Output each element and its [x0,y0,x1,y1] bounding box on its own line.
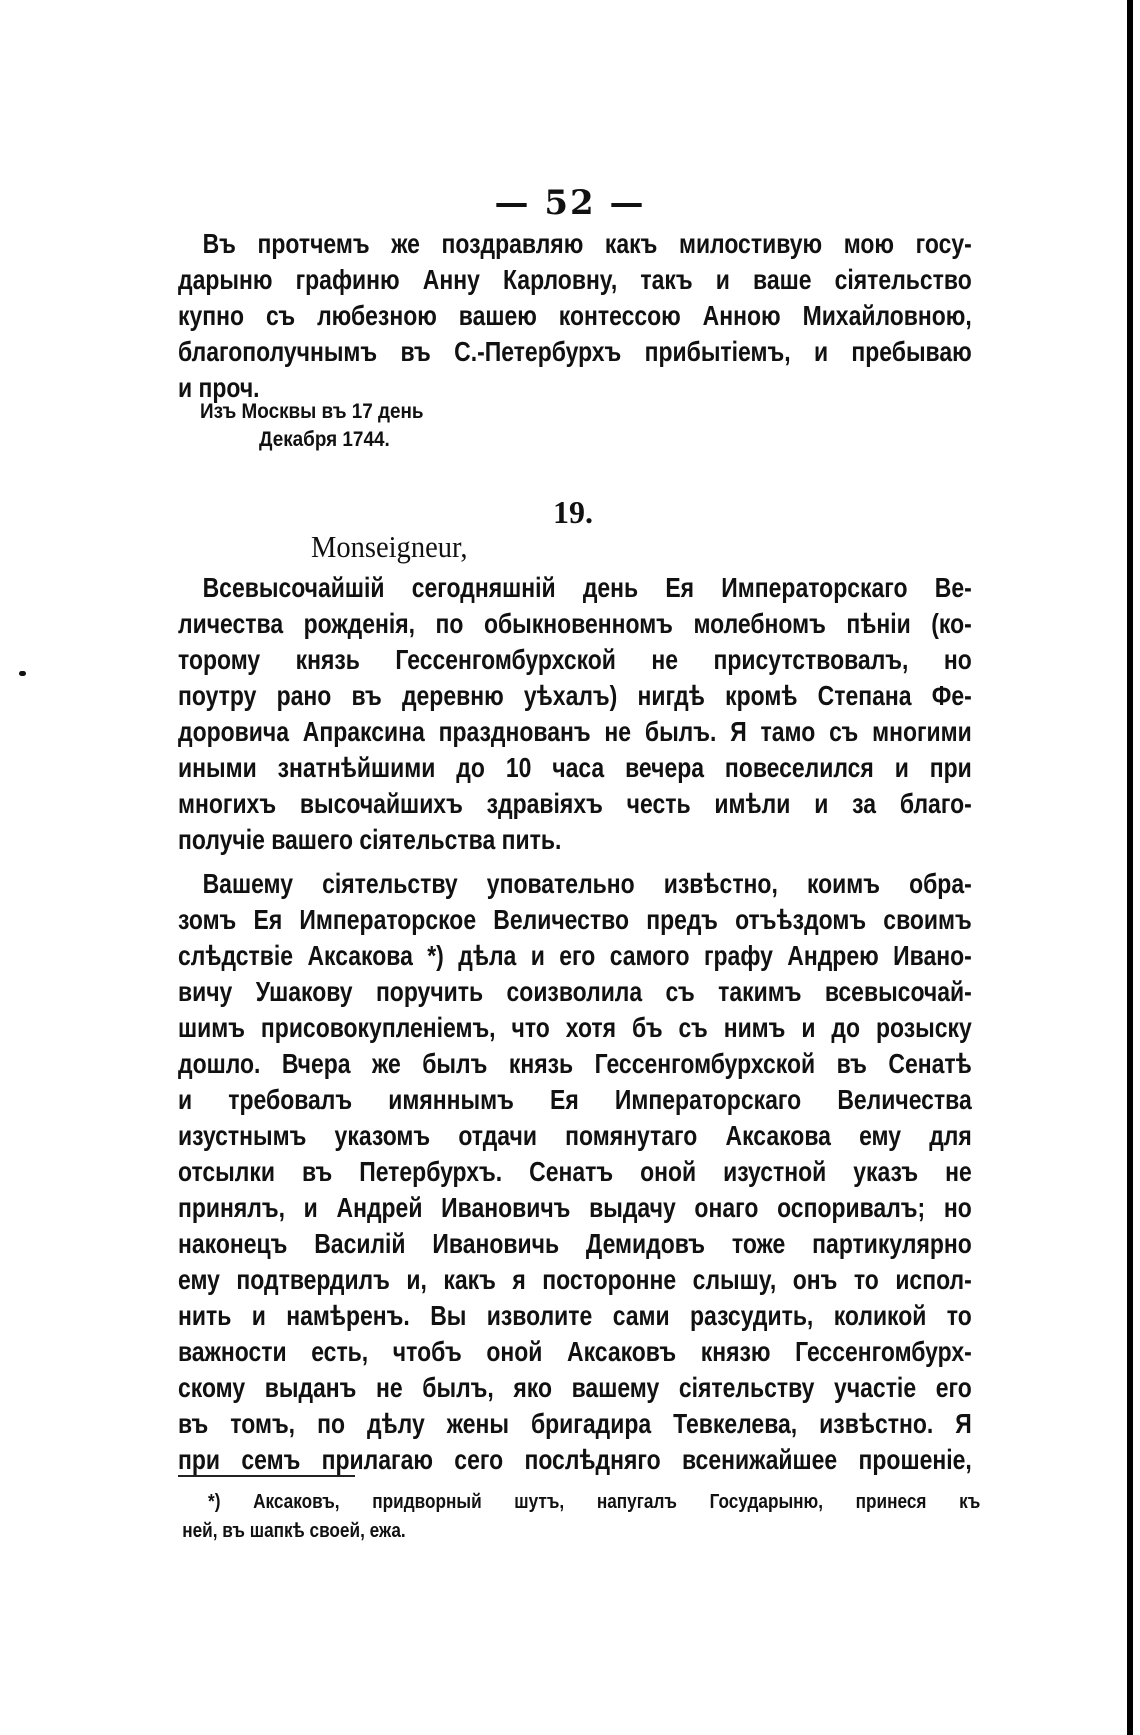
text-line: наконецъ Василій Ивановичь Демидовъ тоже партикулярно [178,1228,972,1259]
paragraph-3 [178,866,972,1478]
footnote-rule [178,1475,355,1477]
text-line: Въ протчемъ же поздравляю какъ милостивую мою госу- [202,228,972,259]
signoff-place: Изъ Москвы въ 17 день [200,400,424,423]
text-line: нить и намѣренъ. Вы изволите сами разсудить, коликой то [178,1300,972,1331]
page-edge-shadow [1127,0,1133,1735]
text-line: личества рожденія, по обыкновенномъ молебномъ пѣніи (ко- [178,608,972,639]
footnote-line: *) Аксаковъ, придворный шутъ, напугалъ Государыню, принеся къ [208,1491,981,1513]
text-line: иными знатнѣйшими до 10 часа вечера повеселился и при [178,752,972,783]
text-line: зомъ Ея Императорское Величество предъ отъѣздомъ своимъ [178,904,972,935]
text-line: шимъ присовокупленіемъ, что хотя бъ съ нимъ и до розыску [178,1012,972,1043]
page-number: — 52 — [494,183,646,223]
stray-mark [19,671,26,676]
text-line: торому князь Гессенгомбурхской не присутствовалъ, но [178,644,972,675]
text-line: и проч. [178,372,260,403]
letter-number: 19. [553,494,593,530]
footnote-line: ней, въ шапкѣ своей, ежа. [182,1520,406,1542]
text-line: дошло. Вчера же былъ князь Гессенгомбурхской въ Сенатѣ [178,1048,972,1079]
text-line: важности есть, чтобъ оной Аксаковъ князю Гессенгомбурх- [178,1336,972,1367]
text-line: Вашему сіятельству уповательно извѣстно, коимъ обра- [202,868,972,899]
text-line: купно съ любезною вашею контессою Анною Михайловною, [178,300,972,331]
text-line: ему подтвердилъ и, какъ я посторонне слышу, онъ то испол- [178,1264,972,1295]
text-line: получіе вашего сіятельства пить. [178,824,562,855]
paragraph-1 [178,226,972,406]
signoff-date: Декабря 1744. [259,428,390,451]
text-line: скому выданъ не былъ, яко вашему сіятельству участіе его [178,1372,972,1403]
text-line: поутру рано въ деревню уѣхалъ) нигдѣ кромѣ Степана Фе- [178,680,972,711]
text-line: благополучнымъ въ С.-Петербурхъ прибытіемъ, и пребываю [178,336,972,367]
text-line: при семъ прилагаю сего послѣдняго всенижайшее прошеніе, [178,1444,972,1475]
salutation: Monseigneur, [311,529,468,564]
text-line: дарыню графиню Анну Карловну, такъ и ваше сіятельство [178,264,972,295]
text-line: Всевысочайшій сегодняшній день Ея Императорскаго Ве- [202,572,972,603]
footnote [182,1488,981,1546]
text-line: въ томъ, по дѣлу жены бригадира Тевкелева, извѣстно. Я [178,1408,972,1439]
text-line: слѣдствіе Аксакова *) дѣла и его самого графу Андрею Ивано- [178,940,972,971]
text-line: отсылки въ Петербурхъ. Сенатъ оной изустной указъ не [178,1156,972,1187]
text-line: и требовалъ имяннымъ Ея Императорскаго Величества [178,1084,972,1115]
text-line: принялъ, и Андрей Ивановичъ выдачу онаго оспоривалъ; но [178,1192,972,1223]
text-line: вичу Ушакову поручить соизволила съ такимъ всевысочай- [178,976,972,1007]
text-line: многихъ высочайшихъ здравіяхъ честь имѣли и за благо- [178,788,972,819]
text-line: изустнымъ указомъ отдачи помянутаго Аксакова ему для [178,1120,972,1151]
text-line: доровича Апраксина празднованъ не былъ. Я тамо съ многими [178,716,972,747]
paragraph-2 [178,570,972,858]
